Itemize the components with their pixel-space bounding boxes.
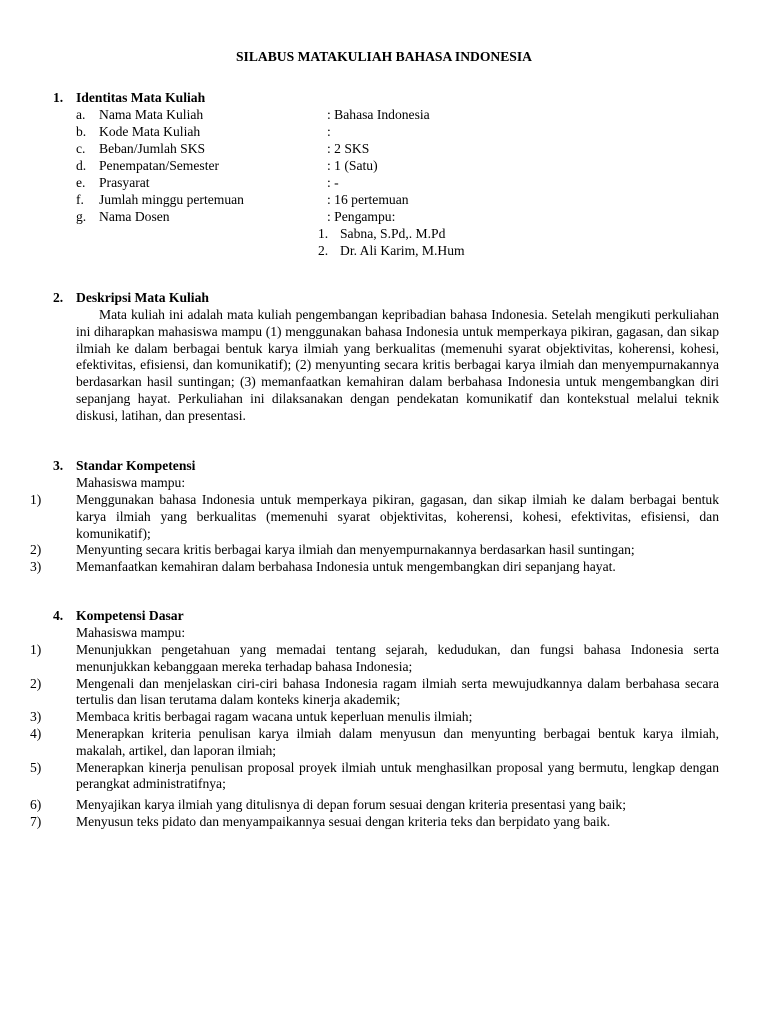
- item-number: 7): [30, 813, 42, 829]
- item-text: Menerapkan kriteria penulisan karya ilmiah dalam menyusun dan menyunting berbagai bentuk karya ilmiah, makalah, artikel, dan laporan ilmiah;: [76, 725, 719, 758]
- row-letter: e.: [76, 175, 86, 190]
- row-letter: g.: [76, 209, 87, 224]
- lecturer-name: Sabna, S.Pd,. M.Pd: [340, 226, 446, 241]
- item-number: 3): [30, 709, 42, 725]
- list-item: [30, 726, 719, 760]
- list-item: [30, 559, 719, 576]
- list-item: [30, 797, 719, 814]
- item-text: Membaca kritis berbagai ragam wacana untuk keperluan menulis ilmiah;: [76, 709, 473, 725]
- item-number: 4): [30, 725, 42, 741]
- item-text: Menunjukkan pengetahuan yang memadai tentang sejarah, kedudukan, dan fungsi bahasa Indonesia serta menunjukkan kebanggaan mereka terhadap bahasa Indonesia;: [76, 642, 719, 674]
- section-intro: Mahasiswa mampu:: [76, 475, 186, 490]
- list-item: [30, 760, 719, 794]
- section-identitas: [53, 90, 719, 260]
- section-deskripsi: [53, 290, 719, 425]
- lecturer-list: [53, 226, 719, 260]
- section-title: Standar Kompetensi: [76, 458, 196, 473]
- lecturer-name: Dr. Ali Karim, M.Hum: [340, 243, 465, 258]
- list-item: [30, 676, 719, 710]
- section-number: 2.: [53, 290, 64, 305]
- item-number: 2): [30, 675, 42, 691]
- lecturer-number: 2.: [318, 243, 329, 258]
- lecturer-item: [304, 243, 719, 260]
- list-item: [30, 709, 719, 726]
- description-paragraph: Mata kuliah ini adalah mata kuliah pengembangan kepribadian bahasa Indonesia. Setelah mengikuti perkuliahan ini diharapkan mahasiswa mampu (1) menggunakan bahasa Indonesia untuk memperkaya pikiran, gagasan, dan sikap ilmiah ke dalam berbagai bentuk karya ilmiah yang berkualitas (memenuhi syarat objektivitas, koherensi, kohesi, efektivitas, efisiensi, dan komunikatif); (2) menyunting secara kritis berbagai karya ilmiah dan menyempurnakannya berdasarkan hasil suntingan; (3) memanfaatkan kemahiran dalam berbahasa Indonesia untuk mengembangkan diri sepanjang hayat. Perkuliahan ini dilaksanakan dengan pendekatan komunikatif dan kontekstual melalui teknik diskusi, latihan, dan presentasi.: [76, 307, 719, 423]
- competency-list: [30, 642, 719, 831]
- lecturer-number: 1.: [318, 226, 329, 241]
- row-label: Penempatan/Semester: [99, 158, 220, 173]
- item-number: 1): [30, 492, 42, 507]
- row-label: Nama Dosen: [99, 209, 170, 224]
- section-intro: Mahasiswa mampu:: [76, 625, 186, 640]
- identity-row: [76, 158, 719, 175]
- section-standar-kompetensi: [30, 458, 719, 576]
- row-letter: f.: [76, 192, 84, 207]
- item-number: 6): [30, 797, 42, 813]
- item-number: 2): [30, 542, 42, 558]
- section-number: 4.: [53, 608, 64, 623]
- identity-table: [53, 107, 719, 226]
- row-value: : 2 SKS: [327, 141, 370, 156]
- row-letter: b.: [76, 124, 87, 139]
- row-label: Nama Mata Kuliah: [99, 107, 204, 122]
- identity-row: [76, 141, 719, 158]
- row-label: Beban/Jumlah SKS: [99, 141, 206, 156]
- lecturer-item: [304, 226, 719, 243]
- competency-list: [30, 492, 719, 576]
- item-text: Menggunakan bahasa Indonesia untuk memperkaya pikiran, gagasan, dan sikap ilmiah ke dalam berbagai bentuk karya ilmiah yang berkualitas (memenuhi syarat objektivitas, koherensi, kohesi, efektivitas, efisiensi, dan komunikatif);: [76, 492, 719, 541]
- section-heading: [53, 90, 719, 107]
- section-title: Kompetensi Dasar: [76, 608, 184, 623]
- item-text: Menyajikan karya ilmiah yang ditulisnya di depan forum sesuai dengan kriteria presentasi yang baik;: [76, 797, 627, 813]
- section-number: 1.: [53, 90, 64, 105]
- list-item: [30, 814, 719, 831]
- list-item: [30, 492, 719, 542]
- item-text: Menyunting secara kritis berbagai karya ilmiah dan menyempurnakannya berdasarkan hasil suntingan;: [76, 542, 635, 558]
- identity-row: [76, 124, 719, 141]
- identity-row: [76, 192, 719, 209]
- identity-row: [76, 209, 719, 226]
- row-label: Jumlah minggu pertemuan: [99, 192, 244, 207]
- row-letter: a.: [76, 107, 86, 122]
- section-heading: [53, 608, 719, 625]
- item-text: Memanfaatkan kemahiran dalam berbahasa Indonesia untuk mengembangkan diri sepanjang hayat.: [76, 559, 616, 575]
- item-number: 3): [30, 559, 42, 575]
- row-value: : 16 pertemuan: [327, 192, 409, 207]
- row-letter: d.: [76, 158, 87, 173]
- row-value: : -: [327, 175, 339, 190]
- list-item: [30, 642, 719, 676]
- row-value: : Pengampu:: [327, 209, 396, 224]
- section-heading: [53, 458, 719, 475]
- item-text: Menerapkan kinerja penulisan proposal proyek ilmiah untuk menghasilkan proposal yang bermutu, lengkap dengan perangkat administratifnya;: [76, 759, 719, 792]
- section-title: Deskripsi Mata Kuliah: [76, 290, 209, 305]
- item-text: Menyusun teks pidato dan menyampaikannya sesuai dengan kriteria teks dan berpidato yang baik.: [76, 813, 611, 829]
- section-heading: [53, 290, 719, 307]
- row-value: :: [327, 124, 331, 139]
- section-number: 3.: [53, 458, 64, 473]
- row-label: Prasyarat: [99, 175, 150, 190]
- section-title: Identitas Mata Kuliah: [76, 90, 206, 105]
- item-text: Mengenali dan menjelaskan ciri-ciri bahasa Indonesia ragam ilmiah serta mewujudkannya dalam berbahasa secara tertulis dan lisan terutama dalam konteks kinerja akademik;: [76, 675, 719, 708]
- row-value: : Bahasa Indonesia: [327, 107, 430, 122]
- row-value: : 1 (Satu): [327, 158, 378, 173]
- row-letter: c.: [76, 141, 86, 156]
- item-number: 1): [30, 642, 42, 657]
- row-label: Kode Mata Kuliah: [99, 124, 201, 139]
- section-kompetensi-dasar: [30, 608, 719, 831]
- identity-row: [76, 175, 719, 192]
- identity-row: [76, 107, 719, 124]
- document-title: SILABUS MATAKULIAH BAHASA INDONESIA: [236, 49, 532, 64]
- item-number: 5): [30, 759, 42, 775]
- list-item: [30, 542, 719, 559]
